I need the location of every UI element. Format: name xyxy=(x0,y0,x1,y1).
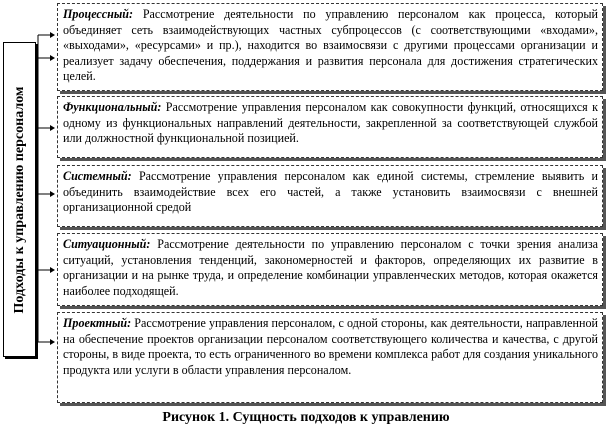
approaches-label-box xyxy=(3,42,36,357)
approach-situational-text: Рассмотрение деятельности по управлению персоналом с точки зрения анализа ситуаций, установления тенденций, закономерностей и факторов, определяющих их развитие в организации и на рынке труда, и определение комбинации управленческих методов, которая окажется наиболее подходящей. xyxy=(63,237,598,298)
approach-situational-box xyxy=(57,233,603,306)
figure-caption: Рисунок 1. Сущность подходов к управлению xyxy=(162,410,450,425)
approach-systemic-title: Системный: xyxy=(63,169,132,183)
approach-project-text: Рассмотрение управления персоналом, с одной стороны, как деятельности, направленной на обеспечение проектов организации персоналом соответствующего количества и качества, с другой стороны, в виде проекта, то есть ограниченного во времени комплекса работ для создания уникального продукта или услуги в области управления персоналом. xyxy=(63,316,598,377)
approach-functional-box xyxy=(57,96,603,158)
approach-process-box xyxy=(57,3,603,91)
connector-lines xyxy=(36,8,56,408)
approaches-label: Подходы к управлению персоналом xyxy=(11,86,27,313)
approach-project-title: Проектный: xyxy=(63,316,132,330)
approach-functional-text: Рассмотрение управления персоналом как совокупности функций, относящихся к одному из функциональных направлений деятельности, закрепленной за соответствующей службой или должностной функциональной позицией. xyxy=(63,100,598,146)
approach-project-box xyxy=(57,312,603,403)
approach-situational-title: Ситуационный: xyxy=(63,237,151,251)
approach-functional-title: Функциональный: xyxy=(63,100,162,114)
approach-systemic-text: Рассмотрение управления персоналом как единой системы, стремление выявить и объединить взаимодействие всех его частей, а также установить взаимосвязи с внешней организационной средой xyxy=(63,169,598,215)
approach-process-title: Процессный: xyxy=(63,7,134,21)
approach-systemic-box xyxy=(57,165,603,227)
approach-process-text: Рассмотрение деятельности по управлению персоналом как процесса, который объединяет сеть взаимодействующих частных субпроцессов (с соответствующими «входами», «выходами», «ресурсами» и пр.), находится во взаимосвязи с другими процессами организации и реализует задачу обеспечения, поддержания и развития персонала для достижения стратегических целей. xyxy=(63,7,598,84)
